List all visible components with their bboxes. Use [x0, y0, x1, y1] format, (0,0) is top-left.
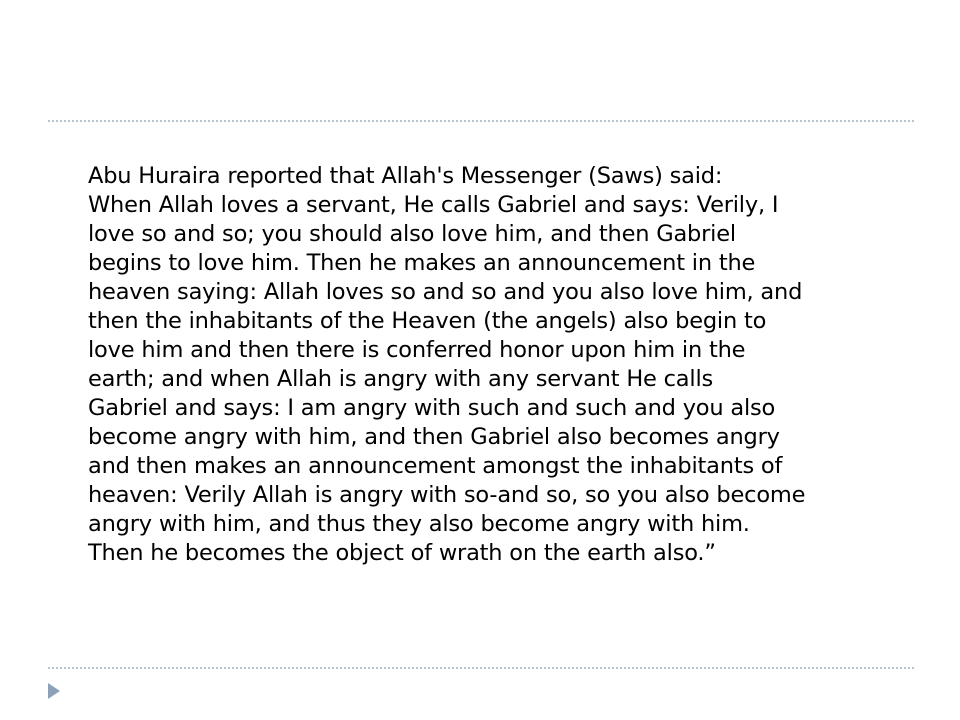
text-line: love so and so; you should also love him, and then Gabriel: [88, 221, 736, 247]
text-line: When Allah loves a servant, He calls Gabriel and says: Verily, I: [88, 192, 779, 218]
text-line: Gabriel and says: I am angry with such and such and you also: [88, 395, 776, 421]
text-line: heaven: Verily Allah is angry with so-and so, so you also become: [88, 482, 806, 508]
text-line: love him and then there is conferred honor upon him in the: [88, 337, 746, 363]
triangle-right-icon: [48, 683, 60, 699]
text-line: angry with him, and thus they also become angry with him.: [88, 511, 750, 537]
text-line: heaven saying: Allah loves so and so and you also love him, and: [88, 279, 803, 305]
text-line: then the inhabitants of the Heaven (the angels) also begin to: [88, 308, 767, 334]
bottom-divider: [48, 667, 914, 669]
top-divider: [48, 120, 914, 122]
hadith-text: [88, 162, 914, 568]
text-line: and then makes an announcement amongst the inhabitants of: [88, 453, 783, 479]
text-line: Abu Huraira reported that Allah's Messenger (Saws) said:: [88, 163, 723, 189]
text-line: become angry with him, and then Gabriel also becomes angry: [88, 424, 780, 450]
text-line: earth; and when Allah is angry with any servant He calls: [88, 366, 714, 392]
text-line: Then he becomes the object of wrath on the earth also.”: [88, 540, 716, 566]
text-line: begins to love him. Then he makes an announcement in the: [88, 250, 756, 276]
